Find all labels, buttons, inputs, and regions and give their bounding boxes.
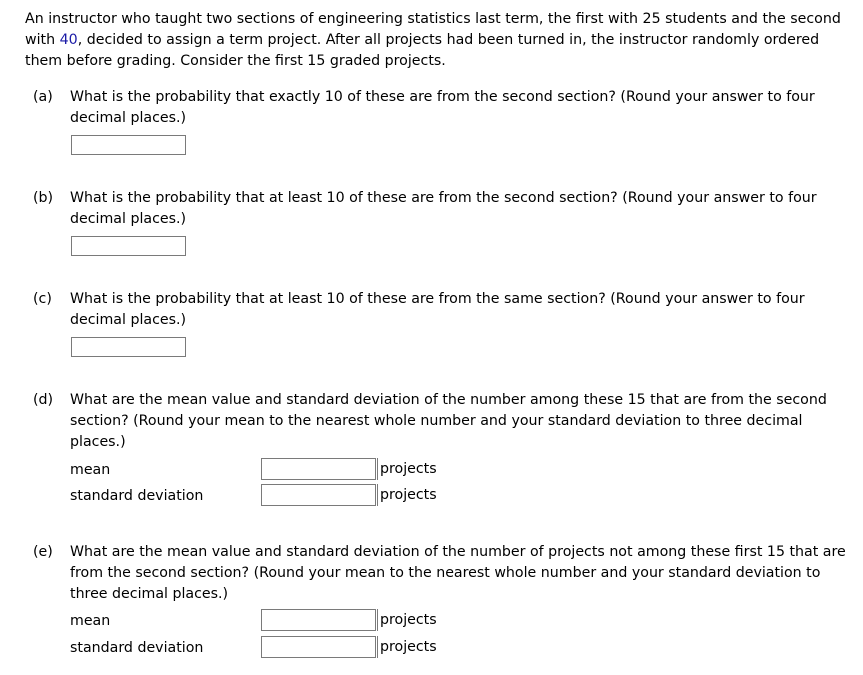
part-d-letter: (d) xyxy=(33,392,54,408)
part-c-question: What is the probability that at least 10 of these are from the same section? (Round your answer to four decimal places.) xyxy=(70,291,805,328)
part-d-sd-unit: projects xyxy=(377,484,437,506)
intro-text-after: , decided to assign a term project. After all projects had been turned in, the instructor randomly ordered them before grading. Consider the first 15 graded projects. xyxy=(25,32,820,69)
part-b-answer-input[interactable] xyxy=(71,236,186,256)
part-d-sd-label: standard deviation xyxy=(70,488,204,504)
part-c-answer-input[interactable] xyxy=(71,337,186,357)
part-d-sd-input[interactable] xyxy=(261,484,376,506)
part-e-sd-unit: projects xyxy=(377,636,437,658)
part-b-letter: (b) xyxy=(33,190,54,206)
intro-highlight-number: 40 xyxy=(59,32,78,48)
part-d-question: What are the mean value and standard deviation of the number among these 15 that are from the second section? (Round your mean to the nearest whole number and your standard deviation to three decimal places.) xyxy=(70,392,827,450)
part-e-mean-input[interactable] xyxy=(261,609,376,631)
part-a-answer-input[interactable] xyxy=(71,135,186,155)
part-e-mean-unit: projects xyxy=(377,609,437,631)
part-e-question: What are the mean value and standard deviation of the number of projects not among these first 15 that are from the second section? (Round your mean to the nearest whole number and your standard deviation to three decimal places.) xyxy=(70,544,846,602)
part-e-sd-label: standard deviation xyxy=(70,640,204,656)
part-e-letter: (e) xyxy=(33,544,53,560)
part-e-mean-label: mean xyxy=(70,613,111,629)
part-d-mean-label: mean xyxy=(70,462,111,478)
part-d-mean-input[interactable] xyxy=(261,458,376,480)
part-e-sd-input[interactable] xyxy=(261,636,376,658)
part-a-question: What is the probability that exactly 10 of these are from the second section? (Round your answer to four decimal places.) xyxy=(70,89,815,126)
intro-text-before: An instructor who taught two sections of engineering statistics last term, the first with 25 students and the second with xyxy=(25,11,841,48)
part-b-question: What is the probability that at least 10 of these are from the second section? (Round your answer to four decimal places.) xyxy=(70,190,817,227)
part-d-mean-unit: projects xyxy=(377,458,437,480)
problem-intro xyxy=(25,9,850,72)
part-a-letter: (a) xyxy=(33,89,53,105)
part-c-letter: (c) xyxy=(33,291,52,307)
